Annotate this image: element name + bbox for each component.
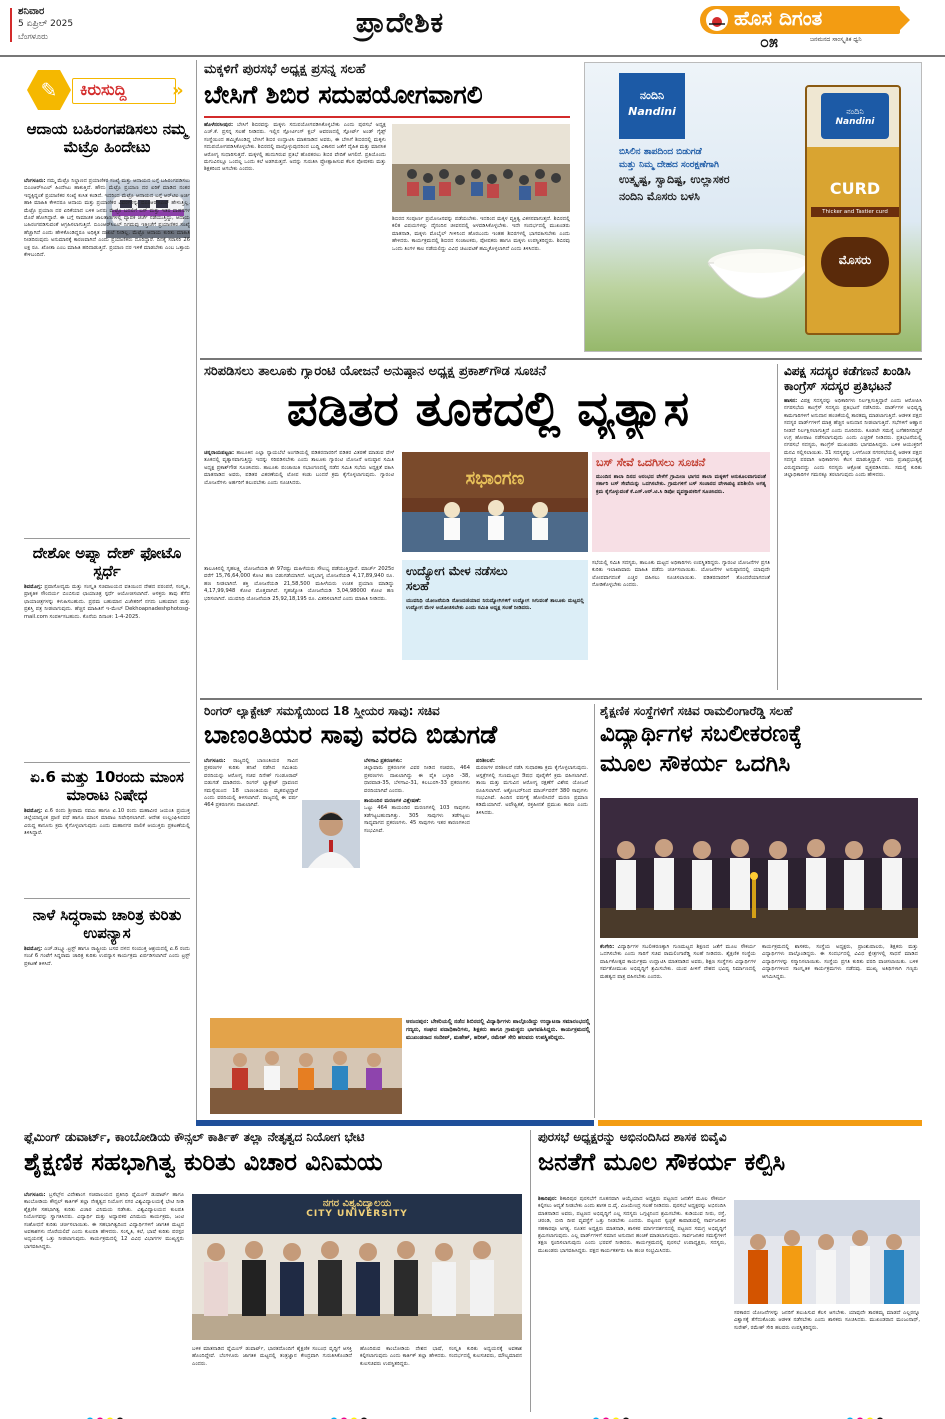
students-body-2: ಕಾರ್ಯಕ್ರಮದಲ್ಲಿ ಶಾಸಕರು, ಸಂಸ್ಥೆಯ ಅಧ್ಯಕ್ಷರು, ಪ್ರಾಂಶುಪಾಲರು, ಶಿಕ್ಷಕರು ಮತ್ತು ವಿದ್ಯಾರ್ಥಿಗಳು ಪಾಲ್ಗೊಂಡಿದ್ದರು. ಈ ಸಂದರ್ಭದಲ್ಲಿ ವಿವಿಧ ಕ್ಷೇತ್ರಗಳಲ್ಲಿ ಸಾಧನೆ ಮಾಡಿದ ವಿದ್ಯಾರ್ಥಿಗಳನ್ನು ಸನ್ಮಾನಿಸಲಾಯಿತು. ಸಂಸ್ಥೆಯ ಪ್ರಗತಿ ಕುರಿತು ವರದಿ ವಾಚಿಸಲಾಯಿತು. ಬಳಿಕ ವಿದ್ಯಾರ್ಥಿಗಳಿಂದ ಸಾಂಸ್ಕೃತಿಕ ಕಾರ್ಯಕ್ರಮಗಳು ನಡೆದವು. ಮುಖ್ಯ ಅತಿಥಿಗಳಾಗಿ ಗಣ್ಯರು ಆಗಮಿಸಿದ್ದರು. bbox=[762, 944, 918, 980]
pack-brand: ನಂದಿನಿ Nandini bbox=[821, 93, 889, 139]
mla-dateline: ಶಿಕಾರಿಪುರ: bbox=[538, 1196, 557, 1202]
photo-hall-sign: ಸಭಾಂಗಣ bbox=[465, 468, 525, 489]
meat-ban-title: ಏ.6 ಮತ್ತು 10ರಂದು ಮಾಂಸ ಮಾರಾಟ ನಿಷೇಧ bbox=[30, 768, 184, 804]
students-kicker: ಶೈಕ್ಷಣಿಕ ಸಂಸ್ಥೆಗಳಿಗೆ ಸಚಿವ ರಾಮಲಿಂಗಾರೆಡ್ಡಿ ಸಲಹೆ bbox=[600, 704, 793, 718]
mla-story bbox=[538, 1130, 922, 1412]
pack-curd-sub: Thicker and Tastier curd bbox=[811, 207, 899, 217]
job-fair-box bbox=[402, 560, 588, 660]
maternal-headline: ಬಾಣಂತಿಯರ ಸಾವು ವರದಿ ಬಿಡುಗಡೆ bbox=[204, 720, 498, 749]
nandini-logo: ನಂದಿನಿ Nandini bbox=[619, 73, 685, 139]
summer-camp-kicker: ಮಕ್ಕಳಿಗೆ ಪುರಸಭೆ ಅಧ್ಯಕ್ಷ ಪ್ರಸನ್ನ ಸಲಹೆ bbox=[204, 62, 366, 77]
kirusuddi-column bbox=[24, 60, 190, 1115]
maternal-story bbox=[204, 704, 590, 1014]
summer-camp-story bbox=[204, 62, 570, 352]
masthead-date: 5 ಏಪ್ರಿಲ್ 2025 bbox=[18, 19, 74, 29]
masthead-logo-block bbox=[700, 2, 915, 50]
delegation-body-3: ಹೊಂದಿರುವ ಕಾಂಬೋಡಿಯ ದೇಶದ ಭಾಷೆ, ಸಂಸ್ಕೃತಿ ಕುರಿತು ಅಧ್ಯಯನಕ್ಕೆ ಅವಕಾಶ ಕಲ್ಪಿಸಲಾಗುವುದು ಎಂದು ಕಾರ್ತಿಕ್ ತಲ್ಲಾ ಹೇಳಿದರು. ಸಂದರ್ಭದಲ್ಲಿ ಕುಲಸಚಿವರು, ಮೌಲ್ಯಮಾಪನ ಕುಲಸಚಿವರು ಉಪಸ್ಥಿತರಿದ್ದರು. bbox=[360, 1346, 522, 1367]
metro-body bbox=[24, 178, 190, 533]
guarantee-body-2: ತಾಲೂಕಿನಲ್ಲಿ ಗೃಹಲಕ್ಷ್ಮಿ ಯೋಜನೆಯಡಿ ಶೇ 97ರಷ್ಟು ಮಹಿಳೆಯರು ಸೌಲಭ್ಯ ಪಡೆಯುತ್ತಿದ್ದಾರೆ. ಮಾರ್ಚ್ 2025ರ ವರೆಗೆ 15,76,64,000 ಕೋಟಿ ಹಣ ಬಿಡುಗಡೆಯಾಗಿದೆ. ಅನ್ನಭಾಗ್ಯ ಯೋಜನೆಯಡಿ 4,17,89,940 ರೂ. ಹಣ ನೀಡಲಾಗಿದೆ. ಶಕ್ತಿ ಯೋಜನೆಯಡಿ 21,58,500 ಮಹಿಳೆಯರು ಉಚಿತ ಪ್ರಯಾಣ ಮಾಡಿದ್ದು 4,17,99,948 ಕೋಟಿ ಮೊತ್ತವಾಗಿದೆ. ಗೃಹಜ್ಯೋತಿ ಯೋಜನೆಯಡಿ 3,04,98000 ಕೋಟಿ ಹಣ ಭರಿಸಲಾಗಿದೆ. ಯುವನಿಧಿ ಯೋಜನೆಯಡಿ 25,92,18,195 ರೂ. ವಿತರಿಸಲಾಗಿದೆ ಎಂದು ಮಾಹಿತಿ ನೀಡಿದರು. bbox=[204, 566, 394, 602]
pack-curd-kn: ಮೊಸರು bbox=[838, 253, 872, 267]
students-headline-2: ಮೂಲ ಸೌಕರ್ಯ ಒದಗಿಸಿ bbox=[600, 751, 791, 777]
chevron-right-icon: » bbox=[172, 80, 184, 101]
guarantee-body-1: ಚನ್ನರಾಯಪಟ್ಟಣ: ತಾಲೂಕಿನ ಎಲ್ಲಾ ನ್ಯಾಯಬೆಲೆ ಅಂಗಡಿಯಲ್ಲಿ ಪಡಿತರದಾರರಿಗೆ ಪಡಿತರ ವಿತರಣೆ ಮಾಡುವ ವೇಳೆ ತೂಕದಲ್ಲಿ ವ್ಯತ್ಯಾಸವಾಗುತ್ತಿದ್ದು ಇದನ್ನು ಸರಿಪಡಿಸಬೇಕು ಎಂದು ತಾಲೂಕು ಗ್ಯಾರಂಟಿ ಯೋಜನೆ ಅನುಷ್ಠಾನ ಸಮಿತಿ ಅಧ್ಯಕ್ಷ ಪ್ರಕಾಶ್‌ಗೌಡ ಸೂಚಿಸಿದರು. ತಾಲೂಕು ಪಂಚಾಯಿತಿ ಸಭಾಂಗಣದಲ್ಲಿ ನಡೆದ ಸಮಿತಿ ಸಭೆಯ ಅಧ್ಯಕ್ಷತೆ ವಹಿಸಿ ಮಾತನಾಡಿದ ಅವರು, ಪಡಿತರ ವಿತರಣೆಯಲ್ಲಿ ಲೋಪ ಕಂಡು ಬಂದರೆ ಕ್ರಮ ಕೈಗೊಳ್ಳಲಾಗುವುದು. ಗ್ಯಾರಂಟಿ ಯೋಜನೆಗಳು ಅರ್ಹರಿಗೆ ತಲುಪಬೇಕು ಎಂದು ಸೂಚಿಸಿದರು. bbox=[204, 450, 394, 486]
masthead-day: ಶನಿವಾರ bbox=[18, 6, 45, 17]
delegation-story bbox=[24, 1130, 522, 1412]
masthead-date-block bbox=[18, 6, 158, 50]
maternal-subhead-1: ಬೆಳಗಾವಿ ಪ್ರಕರಣಗಳು: bbox=[364, 758, 403, 764]
opposition-story bbox=[784, 364, 922, 690]
curd-pack bbox=[805, 85, 901, 335]
paper-tagline: ಜನಮನದ ಸಾಂಸ್ಕೃತಿಕ ಧ್ವನಿ bbox=[810, 36, 862, 43]
page-number: ೦೫ bbox=[760, 32, 778, 51]
registration-marks-far-right bbox=[846, 1410, 896, 1418]
mla-headline: ಜನತೆಗೆ ಮೂಲ ಸೌಕರ್ಯ ಕಲ್ಪಿಸಿ bbox=[538, 1148, 786, 1176]
color-rule-left bbox=[196, 1120, 594, 1126]
masthead-rule bbox=[0, 55, 945, 57]
talk-title: ನಾಳೆ ಸಿದ್ಧರಾಮ ಚಾರಿತ್ರ ಕುರಿತು ಉಪನ್ಯಾಸ bbox=[32, 906, 182, 942]
delegation-kicker: ಫ್ಲೆಮಿಂಗ್ ಡುವಾರ್ಟ್, ಕಾಂಬೋಡಿಯ ಕೌನ್ಸಲ್ ಕಾರ್ತಿಕ್ ತಲ್ಲಾ ನೇತೃತ್ವದ ನಿಯೋಗ ಭೇಟಿ bbox=[24, 1130, 365, 1144]
bus-body: ಮುಂದಿನ ಶಾಲಾ ದಿನದ ಆರಂಭದ ವೇಳೆಗೆ ಗ್ರಾಮೀಣ ಭಾಗದ ಶಾಲಾ ಮಕ್ಕಳಿಗೆ ಅನುಕೂಲವಾಗುವಂತೆ ಸರ್ಕಾರಿ ಬಸ್ ಸೇವೆಯನ್ನು ಒದಗಿಸಬೇಕು. ಗ್ರಾಮಗಳಿಗೆ ಬಸ್ ಸಂಚಾರದ ವೇಳಾಪಟ್ಟಿ ಪರಿಶೀಲಿಸಿ ಅಗತ್ಯ ಕ್ರಮ ಕೈಗೊಳ್ಳುವಂತೆ ಕೆ.ಎಸ್.ಆರ್.ಟಿ.ಸಿ ಡಿಪೋ ವ್ಯವಸ್ಥಾಪಕರಿಗೆ ಸೂಚಿಸಿದರು. bbox=[596, 474, 766, 495]
masthead bbox=[0, 0, 945, 56]
job-title: ಉದ್ಯೋಗ ಮೇಳ ನಡೆಸಲು ಸಲಹೆ bbox=[406, 564, 508, 593]
mla-kicker: ಪುರಸಭೆ ಅಧ್ಯಕ್ಷರನ್ನು ಅಭಿನಂದಿಸಿದ ಶಾಸಕ ಬಿವೈವಿ bbox=[538, 1130, 727, 1144]
university-group-photo bbox=[192, 1194, 522, 1340]
delegation-body-1: ಬೆಂಗಳೂರು: ಬ್ರಸೆಲ್ಸ್‌ನ ವಿದೇಶಾಂಗ ಸಚಿವಾಲಯದ ಪ್ರತಿನಿಧಿ ಫ್ಲೆಮಿಂಗ್ ಡುವಾರ್ಟ್ ಹಾಗೂ ಕಾಂಬೋಡಿಯ ಕೌನ್ಸಲ್ ಕಾರ್ತಿಕ್ ತಲ್ಲಾ ನೇತೃತ್ವದ ನಿಯೋಗ ನಗರ ವಿಶ್ವವಿದ್ಯಾಲಯಕ್ಕೆ ಭೇಟಿ ನೀಡಿ ಶೈಕ್ಷಣಿಕ ಸಹಭಾಗಿತ್ವ ಕುರಿತು ವಿಚಾರ ವಿನಿಮಯ ನಡೆಸಿತು. ವಿಶ್ವವಿದ್ಯಾಲಯದ ಕುಲಪತಿ ನಿಯೋಗವನ್ನು ಸ್ವಾಗತಿಸಿದರು. ವಿದ್ಯಾರ್ಥಿ ಮತ್ತು ಅಧ್ಯಾಪಕರ ವಿನಿಮಯ ಕಾರ್ಯಕ್ರಮ, ಜಂಟಿ ಸಂಶೋಧನೆ ಕುರಿತು ಚರ್ಚಿಸಲಾಯಿತು. ಈ ಸಹಭಾಗಿತ್ವದಿಂದ ವಿದ್ಯಾರ್ಥಿಗಳಿಗೆ ಜಾಗತಿಕ ಮಟ್ಟದ ಅವಕಾಶಗಳು ದೊರೆಯಲಿವೆ ಎಂದು ಕುಲಪತಿ ಹೇಳಿದರು. ಸಂಸ್ಕೃತಿ, ಕಲೆ, ಭಾಷೆ ಕುರಿತು ಪರಸ್ಪರ ಅಧ್ಯಯನಕ್ಕೆ ಒತ್ತು ನೀಡಲಾಗುವುದು. ಕಾರ್ಯಕ್ರಮದಲ್ಲಿ 12 ವಿವಿಧ ವಿಭಾಗಗಳ ಮುಖ್ಯಸ್ಥರು ಭಾಗವಹಿಸಿದ್ದರು. bbox=[24, 1192, 184, 1250]
meat-body-text: ಏ.6 ರಂದು ಶ್ರೀರಾಮ ನವಮಿ ಹಾಗೂ ಏ.10 ರಂದು ಮಹಾವೀರ ಜಯಂತಿ ಪ್ರಯುಕ್ತ ಜಿಲ್ಲೆಯಾದ್ಯಂತ ಪ್ರಾಣಿ ವಧೆ ಹಾಗೂ ಮಾಂಸ ಮಾರಾಟ ನಿಷೇಧಿಸಲಾಗಿದೆ. ಆದೇಶ ಉಲ್ಲಂಘಿಸಿದವರ ವಿರುದ್ಧ ಕಾನೂನು ಕ್ರಮ ಕೈಗೊಳ್ಳಲಾಗುವುದು ಎಂದು ಮಹಾನಗರ ಪಾಲಿಕೆ ಆಯುಕ್ತರು ಪ್ರಕಟಣೆಯಲ್ಲಿ ತಿಳಿಸಿದ್ದಾರೆ. bbox=[24, 808, 190, 837]
photo-contest-title: ದೇಶೋ ಅಪ್ನಾ ದೇಶ್ ಫೋಟೊ ಸ್ಪರ್ಧೆ bbox=[32, 544, 182, 580]
section-title: ಪ್ರಾದೇಶಿಕ bbox=[355, 6, 445, 39]
maternal-body-3: ಪರಿಶೀಲನೆ: ಮರಣಗಳ ಪರಿಶೀಲನೆ ನಡೆಸಿ ಸುಧಾರಣಾ ಕ್ರಮ ಕೈಗೊಳ್ಳಲಾಗುವುದು. ಆಸ್ಪತ್ರೆಗಳಲ್ಲಿ ಗುಣಮಟ್ಟದ ಔಷಧ ಪೂರೈಕೆಗೆ ಕ್ರಮ ವಹಿಸಲಾಗಿದೆ. ತಾಯಿ ಮತ್ತು ಮಗುವಿನ ಆರೋಗ್ಯ ರಕ್ಷಣೆಗೆ ವಿಶೇಷ ಯೋಜನೆ ರೂಪಿಸಲಾಗಿದೆ. ಅಕ್ಟೋಬರ್‌ನಿಂದ ಮಾರ್ಚ್‌ವರೆಗೆ 380 ಸಾವುಗಳು ಸಂಭವಿಸಿವೆ. ಹಿಂದಿನ ವರ್ಷಕ್ಕೆ ಹೋಲಿಸಿದರೆ ಮರಣ ಪ್ರಮಾಣ ಕಡಿಮೆಯಾಗಿದೆ. ಅಪೌಷ್ಟಿಕತೆ, ರಕ್ತಹೀನತೆ ಪ್ರಮುಖ ಕಾರಣ ಎಂದು ತಿಳಿಸಿದರು. bbox=[476, 758, 588, 816]
kirusuddi-banner bbox=[24, 68, 190, 112]
registration-marks-right bbox=[592, 1410, 642, 1418]
bus-title: ಬಸ್ ಸೇವೆ ಒದಗಿಸಲು ಸೂಚನೆ bbox=[596, 456, 706, 469]
students-headline-1: ವಿದ್ಯಾರ್ಥಿಗಳ ಸಬಲೀಕರಣಕ್ಕೆ bbox=[600, 721, 803, 747]
delegation-body-2: ಬಳಿಕ ಮಾತನಾಡಿದ ಫ್ಲೆಮಿಂಗ್ ಡುವಾರ್ಟ್, ಭಾರತದೊಂದಿಗೆ ಶೈಕ್ಷಣಿಕ ಸಂಬಂಧ ವೃದ್ಧಿಗೆ ಆಸಕ್ತಿ ಹೊಂದಿದ್ದೇವೆ. ಬೆಂಗಳೂರು ಜಾಗತಿಕ ಮಟ್ಟದಲ್ಲಿ ತಂತ್ರಜ್ಞಾನ ಕೇಂದ್ರವಾಗಿ ಗುರುತಿಸಿಕೊಂಡಿದೆ ಎಂದರು. bbox=[192, 1346, 352, 1367]
opposition-headline: ವಿಪಕ್ಷ ಸದಸ್ಯರ ಕಡೆಗಣನೆ ಖಂಡಿಸಿ ಕಾಂಗ್ರೆಸ್ ಸದಸ್ಯರ ಪ್ರತಿಭಟನೆ bbox=[784, 364, 911, 393]
registration-marks-mid bbox=[330, 1410, 380, 1418]
svg-text:✎: ✎ bbox=[40, 78, 58, 102]
delegation-dateline: ಬೆಂಗಳೂರು: bbox=[24, 1192, 46, 1198]
nandini-tagline: ಬಿಸಿಲಿನ ತಾಪದಿಂದ ಬಿಡುಗಡೆ ಮತ್ತು ನಿಮ್ಮ ದೇಹದ ಸಂರಕ್ಷಣೆಗಾಗಿ ಉತ್ಕೃಷ್ಟ, ಸ್ವಾದಿಷ್ಟ, ಉಲ್ಲಾಸಕರ ನಂದಿನಿ ಮೊಸರು ಬಳಸಿ bbox=[619, 147, 730, 203]
nandini-ad bbox=[584, 62, 922, 352]
registration-marks-left bbox=[86, 1410, 136, 1418]
maternal-subhead-3: ಪರಿಶೀಲನೆ: bbox=[476, 758, 495, 764]
metro-body-text: ನಮ್ಮ ಮೆಟ್ರೊ ನಿಲ್ದಾಣದ ಪ್ರಯಾಣಿಕರ ಸಂಖ್ಯೆ ಮತ್ತು ಆದಾಯದ ಬಗ್ಗೆ ಬಹಿರಂಗಪಡಿಸಲು ಬಿಎಂಆರ್‌ಸಿಎಲ್ ಹಿಂದೇಟು ಹಾಕುತ್ತಿದೆ. ಹೌದು ಮೆಟ್ರೊ ಪ್ರಯಾಣ ದರ ಏರಿಕೆ ಮಾಡಿದ ನಂತರ ಇದ್ದಕ್ಕಿದ್ದಂತೆ ಪ್ರಯಾಣಿಕರ ಸಂಖ್ಯೆ ಕುಸಿತ ಕಂಡಿದೆ. ಇದರಿಂದ ಮೆಟ್ರೊ ಆದಾಯದ ಬಗ್ಗೆ ಆರ್‌ಟಿಐ ಅರ್ಜಿ ಹಾಕಿ ಮಾಹಿತಿ ಕೇಳಿದರೂ ಆದಾಯ ಮತ್ತು ಪ್ರಯಾಣಿಕರ ವಿವರಗಳನ್ನು ಬಿಎಂಆರ್‌ಸಿಎಲ್ ಹೇಳುತ್ತಿಲ್ಲ. ಮೆಟ್ರೊ ಪ್ರಯಾಣ ದರ ಏರಿಕೆಯಾದ ಬಳಿಕ ಜನರು ಮೆಟ್ರೊ ಬದಲಿಗೆ ಬಸ್ ಮತ್ತು ಇತರ ವಾಹನಗಳ ಮೊರೆ ಹೋಗಿದ್ದಾರೆ. ಈ ಬಗ್ಗೆ ಸಾಮಾಜಿಕ ಜಾಲತಾಣಗಳಲ್ಲಿ ವ್ಯಾಪಕ ಚರ್ಚೆ ನಡೆಯುತ್ತಿದ್ದು, ಆದಾಯ ಬಹಿರಂಗಪಡಿಸುವಂತೆ ಆಗ್ರಹಿಸಲಾಗುತ್ತಿದೆ. ಬಿಎಂಆರ್‌ಸಿಎಲ್ ನಿಗಮವು ಇತ್ತೀಚೆಗೆ ಪ್ರಯಾಣಿಕರ ಸಂಖ್ಯೆ ಹೆಚ್ಚಾಗಿದೆ ಎಂದು ಹೇಳಿಕೊಂಡಿದ್ದರೂ ಅಧಿಕೃತ ದಾಖಲೆ ನೀಡಿಲ್ಲ. ಮೆಟ್ರೊ ಆದಾಯ ಕುರಿತು ಮಾಹಿತಿ ನೀಡದಿರುವುದು ಅನುಮಾನಕ್ಕೆ ಕಾರಣವಾಗಿದೆ ಎಂದು ಪ್ರಯಾಣಿಕರು ದೂರಿದ್ದಾರೆ. ದಿನಕ್ಕೆ ಸರಾಸರಿ 26 ಲಕ್ಷ ರೂ. ಖೋತಾ ಎಂಬ ಮಾಹಿತಿ ಹರಿದಾಡುತ್ತಿದೆ. ಪ್ರಯಾಣ ದರ ಇಳಿಕೆ ಮಾಡಬೇಕು ಎಂಬ ಒತ್ತಾಯ ಕೇಳಿಬಂದಿದೆ. bbox=[24, 178, 190, 259]
maternal-body-1: ಬೆಂಗಳೂರು: ರಾಜ್ಯದಲ್ಲಿ ಬಾಣಂತಿಯರ ಸಾವಿನ ಪ್ರಕರಣಗಳ ಕುರಿತು ತನಿಖೆ ನಡೆಸಿದ ಸಮಿತಿಯ ವರದಿಯನ್ನು ಆರೋಗ್ಯ ಸಚಿವ ದಿನೇಶ್ ಗುಂಡೂರಾವ್ ಬಿಡುಗಡೆ ಮಾಡಿದರು. ರಿಂಗರ್ ಲ್ಯಾಕ್ಟೇಟ್ ದ್ರಾವಣದ ಸಮಸ್ಯೆಯಿಂದ 18 ಬಾಣಂತಿಯರು ಮೃತಪಟ್ಟಿದ್ದಾರೆ ಎಂದು ವರದಿಯಲ್ಲಿ ತಿಳಿಸಲಾಗಿದೆ. ರಾಜ್ಯದಲ್ಲಿ ಈ ವರ್ಷ 464 ಪ್ರಕರಣಗಳು ದಾಖಲಾಗಿವೆ. bbox=[204, 758, 298, 809]
guarantee-dateline: ಚನ್ನರಾಯಪಟ್ಟಣ: bbox=[204, 450, 235, 456]
masthead-city: ಬೆಂಗಳೂರು bbox=[18, 32, 48, 41]
summer-camp-body-1: ಹೊಳೆನರಸೀಪುರ: ಬೇಸಿಗೆ ಶಿಬಿರವನ್ನು ಮಕ್ಕಳು ಸದುಪಯೋಗಪಡಿಸಿಕೊಳ್ಳಬೇಕು ಎಂದು ಪುರಸಭೆ ಅಧ್ಯಕ್ಷ ಎಚ್.ಕೆ. ಪ್ರಸನ್ನ ಸಲಹೆ ನೀಡಿದರು. ಇಲ್ಲಿನ ಸ್ಪೋರ್ಟಿಂಗ್ ಕ್ಲಬ್ ಆವರಣದಲ್ಲಿ ಸ್ಪೋರ್ಟ್ ಅಂಡ್ ಗೈಡ್ಸ್ ಸಂಸ್ಥೆಯಿಂದ ಹಮ್ಮಿಕೊಂಡಿದ್ದ ಬೇಸಿಗೆ ಶಿಬಿರ ಉದ್ಘಾಟಿಸಿ ಮಾತನಾಡಿದ ಅವರು, ಈ ಬೇಸಿಗೆ ಶಿಬಿರದಲ್ಲಿ ಮಕ್ಕಳು ಸದುಪಯೋಗಪಡಿಸಿಕೊಳ್ಳಬೇಕು. ಶಿಬಿರದಲ್ಲಿ ಪಾಲ್ಗೊಳ್ಳುವುದರಿಂದ ಬುದ್ಧಿ ವಿಕಾಸದ ಜತೆಗೆ ದೈಹಿಕ ಮತ್ತು ಮಾನಸಿಕ ಆರೋಗ್ಯ ಸುಧಾರಿಸುತ್ತದೆ. ಮಕ್ಕಳಲ್ಲಿ ಹುದುಗಿರುವ ಪ್ರತಿಭೆ ಹೊರತರಲು ಶಿಬಿರ ವೇದಿಕೆ ಆಗಲಿದೆ. ಪ್ರತಿಯೊಂದು ಮಗುವಿನಲ್ಲೂ ಒಂದಲ್ಲ ಒಂದು ಕಲೆ ಅಡಗಿರುತ್ತದೆ. ಅದನ್ನು ಗುರುತಿಸಿ ಪ್ರೋತ್ಸಾಹಿಸುವ ಕೆಲಸ ಪೋಷಕರು ಮತ್ತು ಶಿಕ್ಷಕರಿಂದ ಆಗಬೇಕು ಎಂದರು. bbox=[204, 122, 386, 173]
metro-title: ಆದಾಯ ಬಹಿರಂಗಪಡಿಸಲು ನಮ್ಮ ಮೆಟ್ರೊ ಹಿಂದೇಟು bbox=[26, 120, 188, 156]
nss-caption: ಆನಂದಪುರ: ಬೇಕರಿಯಲ್ಲಿ ನಡೆದ ಶಿಬಿರದಲ್ಲಿ ವಿದ್ಯಾರ್ಥಿಗಳು ಪಾಲ್ಗೊಂಡಿದ್ದು ಉದ್ಘಾಟನಾ ಸಮಾರಂಭದಲ್ಲಿ ಗಣ್ಯರು, ಸಂಘದ ಪದಾಧಿಕಾರಿಗಳು, ಶಿಕ್ಷಕರು ಹಾಗೂ ಗ್ರಾಮಸ್ಥರು ಭಾಗವಹಿಸಿದ್ದರು. ಕಾರ್ಯಕ್ರಮದಲ್ಲಿ ಮುಖಂಡರಾದ ಸಂದೀಪ್, ಮಹೇಶ್, ಹರೀಶ್, ರಮೇಶ್ ಸೇರಿ ಹಲವರು ಉಪಸ್ಥಿತರಿದ್ದರು. bbox=[406, 1019, 590, 1041]
pack-curd-label: CURD bbox=[829, 179, 881, 198]
felicitation-photo bbox=[734, 1200, 920, 1304]
maternal-dateline: ಬೆಂಗಳೂರು: bbox=[204, 758, 226, 764]
metro-dateline: ಬೆಂಗಳೂರು: bbox=[24, 178, 46, 184]
talk-body bbox=[24, 946, 190, 1026]
curd-bowl bbox=[705, 243, 815, 313]
talk-body-text: ಎಚ್.ಡಬ್ಲ್ಯೂ.ಟ್ರಸ್ಟ್ ಹಾಗೂ ರಾಷ್ಟ್ರೀಯ ಬಸವ ದಳದ ಸಂಯುಕ್ತ ಆಶ್ರಯದಲ್ಲಿ ಏ.6 ರಂದು ಸಂಜೆ 6 ಗಂಟೆಗೆ ಸಿದ್ಧರಾಮ ಚಾರಿತ್ರ ಕುರಿತು ಉಪನ್ಯಾಸ ಕಾರ್ಯಕ್ರಮ ಏರ್ಪಡಿಸಲಾಗಿದೆ ಎಂದು ಟ್ರಸ್ಟ್ ಪ್ರಕಟಣೆ ತಿಳಿಸಿದೆ. bbox=[24, 946, 190, 967]
nss-camp-photo bbox=[210, 1018, 402, 1114]
sunrise-icon bbox=[706, 9, 728, 31]
hexagon-icon bbox=[26, 68, 72, 112]
guarantee-story bbox=[204, 364, 772, 690]
lamp-lighting-photo bbox=[600, 798, 918, 938]
students-dateline: ಕೆಂಗೇರಿ: bbox=[600, 944, 615, 950]
meeting-hall-photo bbox=[402, 452, 588, 552]
photo-university-banner: ನಗರ ವಿಶ್ವವಿದ್ಯಾಲಯ CITY UNIVERSITY bbox=[306, 1198, 408, 1219]
maternal-body-2: ಬೆಳಗಾವಿ ಪ್ರಕರಣಗಳು: ಜಿಲ್ಲಾವಾರು ಪ್ರಕರಣಗಳ ವಿವರ ನೀಡಿದ ಸಚಿವರು, 464 ಪ್ರಕರಣಗಳು ದಾಖಲಾಗಿದ್ದು ಈ ಪೈಕಿ ಬಳ್ಳಾರಿ -38, ಧಾರವಾಡ-35, ಬೆಳಗಾವಿ-31, ಕಲಬುರಗಿ-33 ಪ್ರಕರಣಗಳು ವರದಿಯಾಗಿವೆ ಎಂದರು. ತಾಯಂದಿರ ಮರಣಗಳ ವಿಶ್ಲೇಷಣೆ: ಒಟ್ಟು 464 ತಾಯಂದಿರ ಮರಣಗಳಲ್ಲಿ 103 ಸಾವುಗಳು ತಡೆಗಟ್ಟಬಹುದಾಗಿತ್ತು. 305 ಸಾವುಗಳು ತಡೆಗಟ್ಟಲು ಸಾಧ್ಯವಾಗದ ಪ್ರಕರಣಗಳು. 45 ಸಾವುಗಳು ಇತರ ಕಾರಣಗಳಿಂದ ಸಂಭವಿಸಿವೆ. bbox=[364, 758, 470, 834]
maternal-kicker: ರಿಂಗರ್ ಲ್ಯಾಕ್ಟೇಟ್ ಸಮಸ್ಯೆಯಿಂದ 18 ಸ್ತ್ರೀಯರ ಸಾವು: ಸಚಿವ bbox=[204, 704, 440, 718]
guarantee-headline: ಪಡಿತರ ತೂಕದಲ್ಲಿ ವ್ಯತ್ಯಾಸ bbox=[286, 381, 690, 437]
summer-camp-headline: ಬೇಸಿಗೆ ಶಿಬಿರ ಸದುಪಯೋಗವಾಗಲಿ bbox=[204, 80, 483, 109]
guarantee-body-3: ಸಭೆಯಲ್ಲಿ ಸಮಿತಿ ಸದಸ್ಯರು, ತಾಲೂಕು ಮಟ್ಟದ ಅಧಿಕಾರಿಗಳು ಉಪಸ್ಥಿತರಿದ್ದರು. ಗ್ಯಾರಂಟಿ ಯೋಜನೆಗಳ ಪ್ರಗತಿ ಕುರಿತು ಇಲಾಖಾವಾರು ಮಾಹಿತಿ ಪಡೆದು ಚರ್ಚಿಸಲಾಯಿತು. ಯೋಜನೆಗಳ ಅನುಷ್ಠಾನದಲ್ಲಿ ಯಾವುದೇ ಲೋಪವಾಗದಂತೆ ಎಚ್ಚರ ವಹಿಸಲು ಸೂಚಿಸಲಾಯಿತು. ಪಡಿತರದಾರರಿಗೆ ತೊಂದರೆಯಾಗದಂತೆ ನೋಡಿಕೊಳ್ಳಬೇಕು ಎಂದರು. bbox=[592, 560, 770, 589]
meat-dateline: ಶಿವಮೊಗ್ಗ: bbox=[24, 808, 43, 814]
bus-service-box bbox=[592, 452, 770, 552]
opposition-dateline: ಹಾಸನ: bbox=[784, 398, 798, 404]
talk-dateline: ಶಿವಮೊಗ್ಗ: bbox=[24, 946, 43, 952]
mla-body-1: ಶಿಕಾರಿಪುರ: ಶಿಕಾರಿಪುರ ಪುರಸಭೆಗೆ ನೂತನವಾಗಿ ಆಯ್ಕೆಯಾದ ಅಧ್ಯಕ್ಷರು ಪಟ್ಟಣದ ಜನತೆಗೆ ಮೂಲ ಸೌಕರ್ಯ ಕಲ್ಪಿಸಲು ಆದ್ಯತೆ ನೀಡಬೇಕು ಎಂದು ಶಾಸಕ ಬಿ.ವೈ. ವಿಜಯೇಂದ್ರ ಸಲಹೆ ನೀಡಿದರು. ಪುರಸಭೆ ಅಧ್ಯಕ್ಷರನ್ನು ಅಭಿನಂದಿಸಿ ಮಾತನಾಡಿದ ಅವರು, ಪಟ್ಟಣದ ಅಭಿವೃದ್ಧಿಗೆ ಎಲ್ಲ ಸದಸ್ಯರು ಒಗ್ಗಟ್ಟಿನಿಂದ ಶ್ರಮಿಸಬೇಕು. ಕುಡಿಯುವ ನೀರು, ರಸ್ತೆ, ಚರಂಡಿ, ಬೀದಿ ದೀಪ ವ್ಯವಸ್ಥೆಗೆ ಒತ್ತು ನೀಡಬೇಕು ಎಂದರು. ಪಟ್ಟಣದ ಸ್ವಚ್ಛತೆ ಕಾಪಾಡುವಲ್ಲಿ ಸಾರ್ವಜನಿಕರ ಸಹಕಾರವೂ ಅಗತ್ಯ. ನೂತನ ಅಧ್ಯಕ್ಷರು ಮಾತನಾಡಿ, ಶಾಸಕರ ಮಾರ್ಗದರ್ಶನದಲ್ಲಿ ಪಟ್ಟಣದ ಸಮಗ್ರ ಅಭಿವೃದ್ಧಿಗೆ ಶ್ರಮಿಸಲಾಗುವುದು. ಎಲ್ಲ ವಾರ್ಡ್‌ಗಳಿಗೆ ಸಮಾನ ಅನುದಾನ ಹಂಚಿಕೆ ಮಾಡಲಾಗುವುದು. ಸಾರ್ವಜನಿಕರ ಸಮಸ್ಯೆಗಳಿಗೆ ತಕ್ಷಣ ಸ್ಪಂದಿಸಲಾಗುವುದು ಎಂದು ಭರವಸೆ ನೀಡಿದರು. ಕಾರ್ಯಕ್ರಮದಲ್ಲಿ ಪುರಸಭೆ ಉಪಾಧ್ಯಕ್ಷರು, ಸದಸ್ಯರು, ಮುಖಂಡರು ಭಾಗವಹಿಸಿದ್ದರು. ಪಕ್ಷದ ಕಾರ್ಯಕರ್ತರು ಸಿಹಿ ಹಂಚಿ ಸಂಭ್ರಮಿಸಿದರು. bbox=[538, 1196, 726, 1254]
color-rule-right bbox=[598, 1120, 922, 1126]
meat-ban-body bbox=[24, 808, 190, 890]
paper-name: ಹೊಸ ದಿಗಂತ bbox=[734, 6, 823, 30]
opposition-body: ಹಾಸನ: ವಿಪಕ್ಷ ಸದಸ್ಯರನ್ನು ಅಧಿಕಾರಿಗಳು ನಿರ್ಲಕ್ಷಿಸುತ್ತಿದ್ದಾರೆ ಎಂದು ಆರೋಪಿಸಿ ನಗರಸಭೆಯ ಕಾಂಗ್ರೆಸ್ ಸದಸ್ಯರು ಪ್ರತಿಭಟನೆ ನಡೆಸಿದರು. ವಾರ್ಡ್‌ಗಳ ಅಭಿವೃದ್ಧಿ ಕಾಮಗಾರಿಗಳಿಗೆ ಅನುದಾನ ಹಂಚಿಕೆಯಲ್ಲಿ ತಾರತಮ್ಯ ಮಾಡಲಾಗುತ್ತಿದೆ. ಆಡಳಿತ ಪಕ್ಷದ ಸದಸ್ಯರ ವಾರ್ಡ್‌ಗಳಿಗೆ ಮಾತ್ರ ಹೆಚ್ಚಿನ ಅನುದಾನ ನೀಡಲಾಗುತ್ತಿದೆ. ಸಭೆಗಳಿಗೆ ಆಹ್ವಾನ ನೀಡದೆ ನಿರ್ಲಕ್ಷಿಸಲಾಗುತ್ತಿದೆ ಎಂದು ದೂರಿದರು. ಕೂಡಲೇ ಸಮಸ್ಯೆ ಬಗೆಹರಿಸದಿದ್ದರೆ ಉಗ್ರ ಹೋರಾಟ ನಡೆಸಲಾಗುವುದು ಎಂದು ಎಚ್ಚರಿಕೆ ನೀಡಿದರು. ಪ್ರತಿಭಟನೆಯಲ್ಲಿ ನಗರಸಭೆ ಸದಸ್ಯರು, ಕಾಂಗ್ರೆಸ್ ಮುಖಂಡರು ಭಾಗವಹಿಸಿದ್ದರು. ಬಳಿಕ ಆಯುಕ್ತರಿಗೆ ಮನವಿ ಸಲ್ಲಿಸಲಾಯಿತು. 31 ಸದಸ್ಯರನ್ನು ಒಳಗೊಂಡ ನಗರಸಭೆಯಲ್ಲಿ ಆಡಳಿತ ಪಕ್ಷದ ಸದಸ್ಯರ ಪರವಾಗಿ ಅಧಿಕಾರಿಗಳು ಕೆಲಸ ಮಾಡುತ್ತಿದ್ದಾರೆ. ಇದು ಪ್ರಜಾಪ್ರಭುತ್ವಕ್ಕೆ ವಿರುದ್ಧವಾದದ್ದು ಎಂದು ಸದಸ್ಯರು ಆಕ್ರೋಶ ವ್ಯಕ್ತಪಡಿಸಿದರು. ಸಮಸ್ಯೆ ಕುರಿತು ಜಿಲ್ಲಾಧಿಕಾರಿಗಳ ಗಮನಕ್ಕೂ ತರಲಾಗುವುದು ಎಂದು ಹೇಳಿದರು. bbox=[784, 398, 922, 479]
maternal-subhead-2: ತಾಯಂದಿರ ಮರಣಗಳ ವಿಶ್ಲೇಷಣೆ: bbox=[364, 798, 422, 805]
delegation-headline: ಶೈಕ್ಷಣಿಕ ಸಹಭಾಗಿತ್ವ ಕುರಿತು ವಿಚಾರ ವಿನಿಮಯ bbox=[24, 1148, 383, 1176]
photo-contest-body bbox=[24, 584, 190, 754]
summer-camp-dateline: ಹೊಳೆನರಸೀಪುರ: bbox=[204, 122, 234, 128]
job-body: ಯುವನಿಧಿ ಯೋಜನೆಯಡಿ ನೋಂದಣಿಯಾದ ನಿರುದ್ಯೋಗಿಗಳಿಗೆ ಉದ್ಯೋಗ ಸಿಗುವಂತೆ ತಾಲೂಕು ಮಟ್ಟದಲ್ಲಿ ಉದ್ಯೋಗ ಮೇಳ ಆಯೋಜಿಸಬೇಕು ಎಂದು ಸಮಿತಿ ಅಧ್ಯಕ್ಷ ಸಲಹೆ ನೀಡಿದರು. bbox=[406, 598, 584, 612]
photo-body-text: ಪ್ರವಾಸೋದ್ಯಮ ಮತ್ತು ಸಂಸ್ಕೃತಿ ಸಚಿವಾಲಯದ ವತಿಯಿಂದ ದೇಶದ ಪರಂಪರೆ, ಸಂಸ್ಕೃತಿ, ಪ್ರಾಕೃತಿಕ ಸೌಂದರ್ಯ ಬಿಂಬಿಸುವ ಛಾಯಾಚಿತ್ರ ಸ್ಪರ್ಧೆ ಆಯೋಜಿಸಲಾಗಿದೆ. ಆಸಕ್ತರು ತಾವು ತೆಗೆದ ಛಾಯಾಚಿತ್ರಗಳನ್ನು ಕಳುಹಿಸಬಹುದು. ಪ್ರಥಮ ಬಹುಮಾನ ವಿಜೇತರಿಗೆ ನಗದು ಬಹುಮಾನ ಮತ್ತು ಪ್ರಶಸ್ತಿ ಪತ್ರ ನೀಡಲಾಗುವುದು. ಹೆಚ್ಚಿನ ಮಾಹಿತಿಗೆ ಇ-ಮೇಲ್ Dekhoapnadeshphotosg-mail.com ಸಂಪರ್ಕಿಸಬಹುದು. ಕೊನೆಯ ದಿನಾಂಕ: 1-4-2025. bbox=[24, 584, 190, 620]
masthead-date-divider bbox=[10, 8, 12, 42]
students-body-1: ಕೆಂಗೇರಿ: ವಿದ್ಯಾರ್ಥಿಗಳ ಸಬಲೀಕರಣಕ್ಕಾಗಿ ಗುಣಮಟ್ಟದ ಶಿಕ್ಷಣದ ಜತೆಗೆ ಮೂಲ ಸೌಕರ್ಯ ಒದಗಿಸಬೇಕು ಎಂದು ಸಾರಿಗೆ ಸಚಿವ ರಾಮಲಿಂಗಾರೆಡ್ಡಿ ಸಲಹೆ ನೀಡಿದರು. ಶೈಕ್ಷಣಿಕ ಸಂಸ್ಥೆಯ ವಾರ್ಷಿಕೋತ್ಸವ ಕಾರ್ಯಕ್ರಮ ಉದ್ಘಾಟಿಸಿ ಮಾತನಾಡಿದ ಅವರು, ಶಿಕ್ಷಣ ಸಂಸ್ಥೆಗಳು ವಿದ್ಯಾರ್ಥಿಗಳ ಸರ್ವತೋಮುಖ ಅಭಿವೃದ್ಧಿಗೆ ಶ್ರಮಿಸಬೇಕು. ಯುವ ಪೀಳಿಗೆ ದೇಶದ ಭವಿಷ್ಯ ನಿರ್ಮಾಣದಲ್ಲಿ ಮಹತ್ವದ ಪಾತ್ರ ವಹಿಸಬೇಕು ಎಂದರು. bbox=[600, 944, 756, 980]
students-story bbox=[600, 704, 922, 1116]
photo-dateline: ಶಿವಮೊಗ್ಗ: bbox=[24, 584, 43, 590]
summer-camp-body-2: ಶಿಬಿರದ ಸಂಪೂರ್ಣ ಪ್ರಯೋಜನವನ್ನು ಪಡೆಯಬೇಕು. ಇದರಿಂದ ಮಕ್ಕಳ ವ್ಯಕ್ತಿತ್ವ ವಿಕಸನವಾಗುತ್ತದೆ. ಶಿಬಿರದಲ್ಲಿ ಕಲಿತ ವಿಷಯಗಳನ್ನು ದೈನಂದಿನ ಜೀವನದಲ್ಲಿ ಅಳವಡಿಸಿಕೊಳ್ಳಬೇಕು. ಇದೇ ಸಂದರ್ಭದಲ್ಲಿ ಮುಖಂಡರು ಮಾತನಾಡಿ, ಮಕ್ಕಳು ಮೊಬೈಲ್ ಗೀಳಿನಿಂದ ಹೊರಬಂದು ಇಂತಹ ಶಿಬಿರಗಳಲ್ಲಿ ಭಾಗವಹಿಸಬೇಕು ಎಂದು ಹೇಳಿದರು. ಕಾರ್ಯಕ್ರಮದಲ್ಲಿ ಶಿಬಿರದ ಸಂಚಾಲಕರು, ಪೋಷಕರು ಹಾಗೂ ಮಕ್ಕಳು ಉಪಸ್ಥಿತರಿದ್ದರು. ಶಿಬಿರವು ಒಂದು ತಿಂಗಳ ಕಾಲ ನಡೆಯಲಿದ್ದು ವಿವಿಧ ಚಟುವಟಿಕೆ ಹಮ್ಮಿಕೊಳ್ಳಲಾಗಿದೆ ಎಂದು ತಿಳಿಸಿದರು. bbox=[392, 216, 570, 252]
mla-body-2: ಸರಕಾರದ ಯೋಜನೆಗಳನ್ನು ಜನರಿಗೆ ತಲುಪಿಸುವ ಕೆಲಸ ಆಗಬೇಕು. ಯಾವುದೇ ತಾರತಮ್ಯ ಮಾಡದೆ ಎಲ್ಲರನ್ನೂ ವಿಶ್ವಾಸಕ್ಕೆ ತೆಗೆದುಕೊಂಡು ಆಡಳಿತ ನಡೆಸಬೇಕು ಎಂದು ಶಾಸಕರು ಸೂಚಿಸಿದರು. ಮುಖಂಡರಾದ ಮಂಜುನಾಥ್, ಸುರೇಶ್, ರಮೇಶ್ ಸೇರಿ ಹಲವರು ಉಪಸ್ಥಿತರಿದ್ದರು. bbox=[734, 1310, 920, 1331]
summer-camp-photo bbox=[392, 124, 570, 212]
minister-portrait bbox=[302, 800, 360, 868]
kirusuddi-label: ಕಿರುಸುದ್ದಿ bbox=[80, 80, 127, 99]
guarantee-kicker: ಸರಿಪಡಿಸಲು ತಾಲೂಕು ಗ್ಯಾರಂಟಿ ಯೋಜನೆ ಅನುಷ್ಠಾನ ಅಧ್ಯಕ್ಷ ಪ್ರಕಾಶ್‌ಗೌಡ ಸೂಚನೆ bbox=[204, 364, 547, 379]
